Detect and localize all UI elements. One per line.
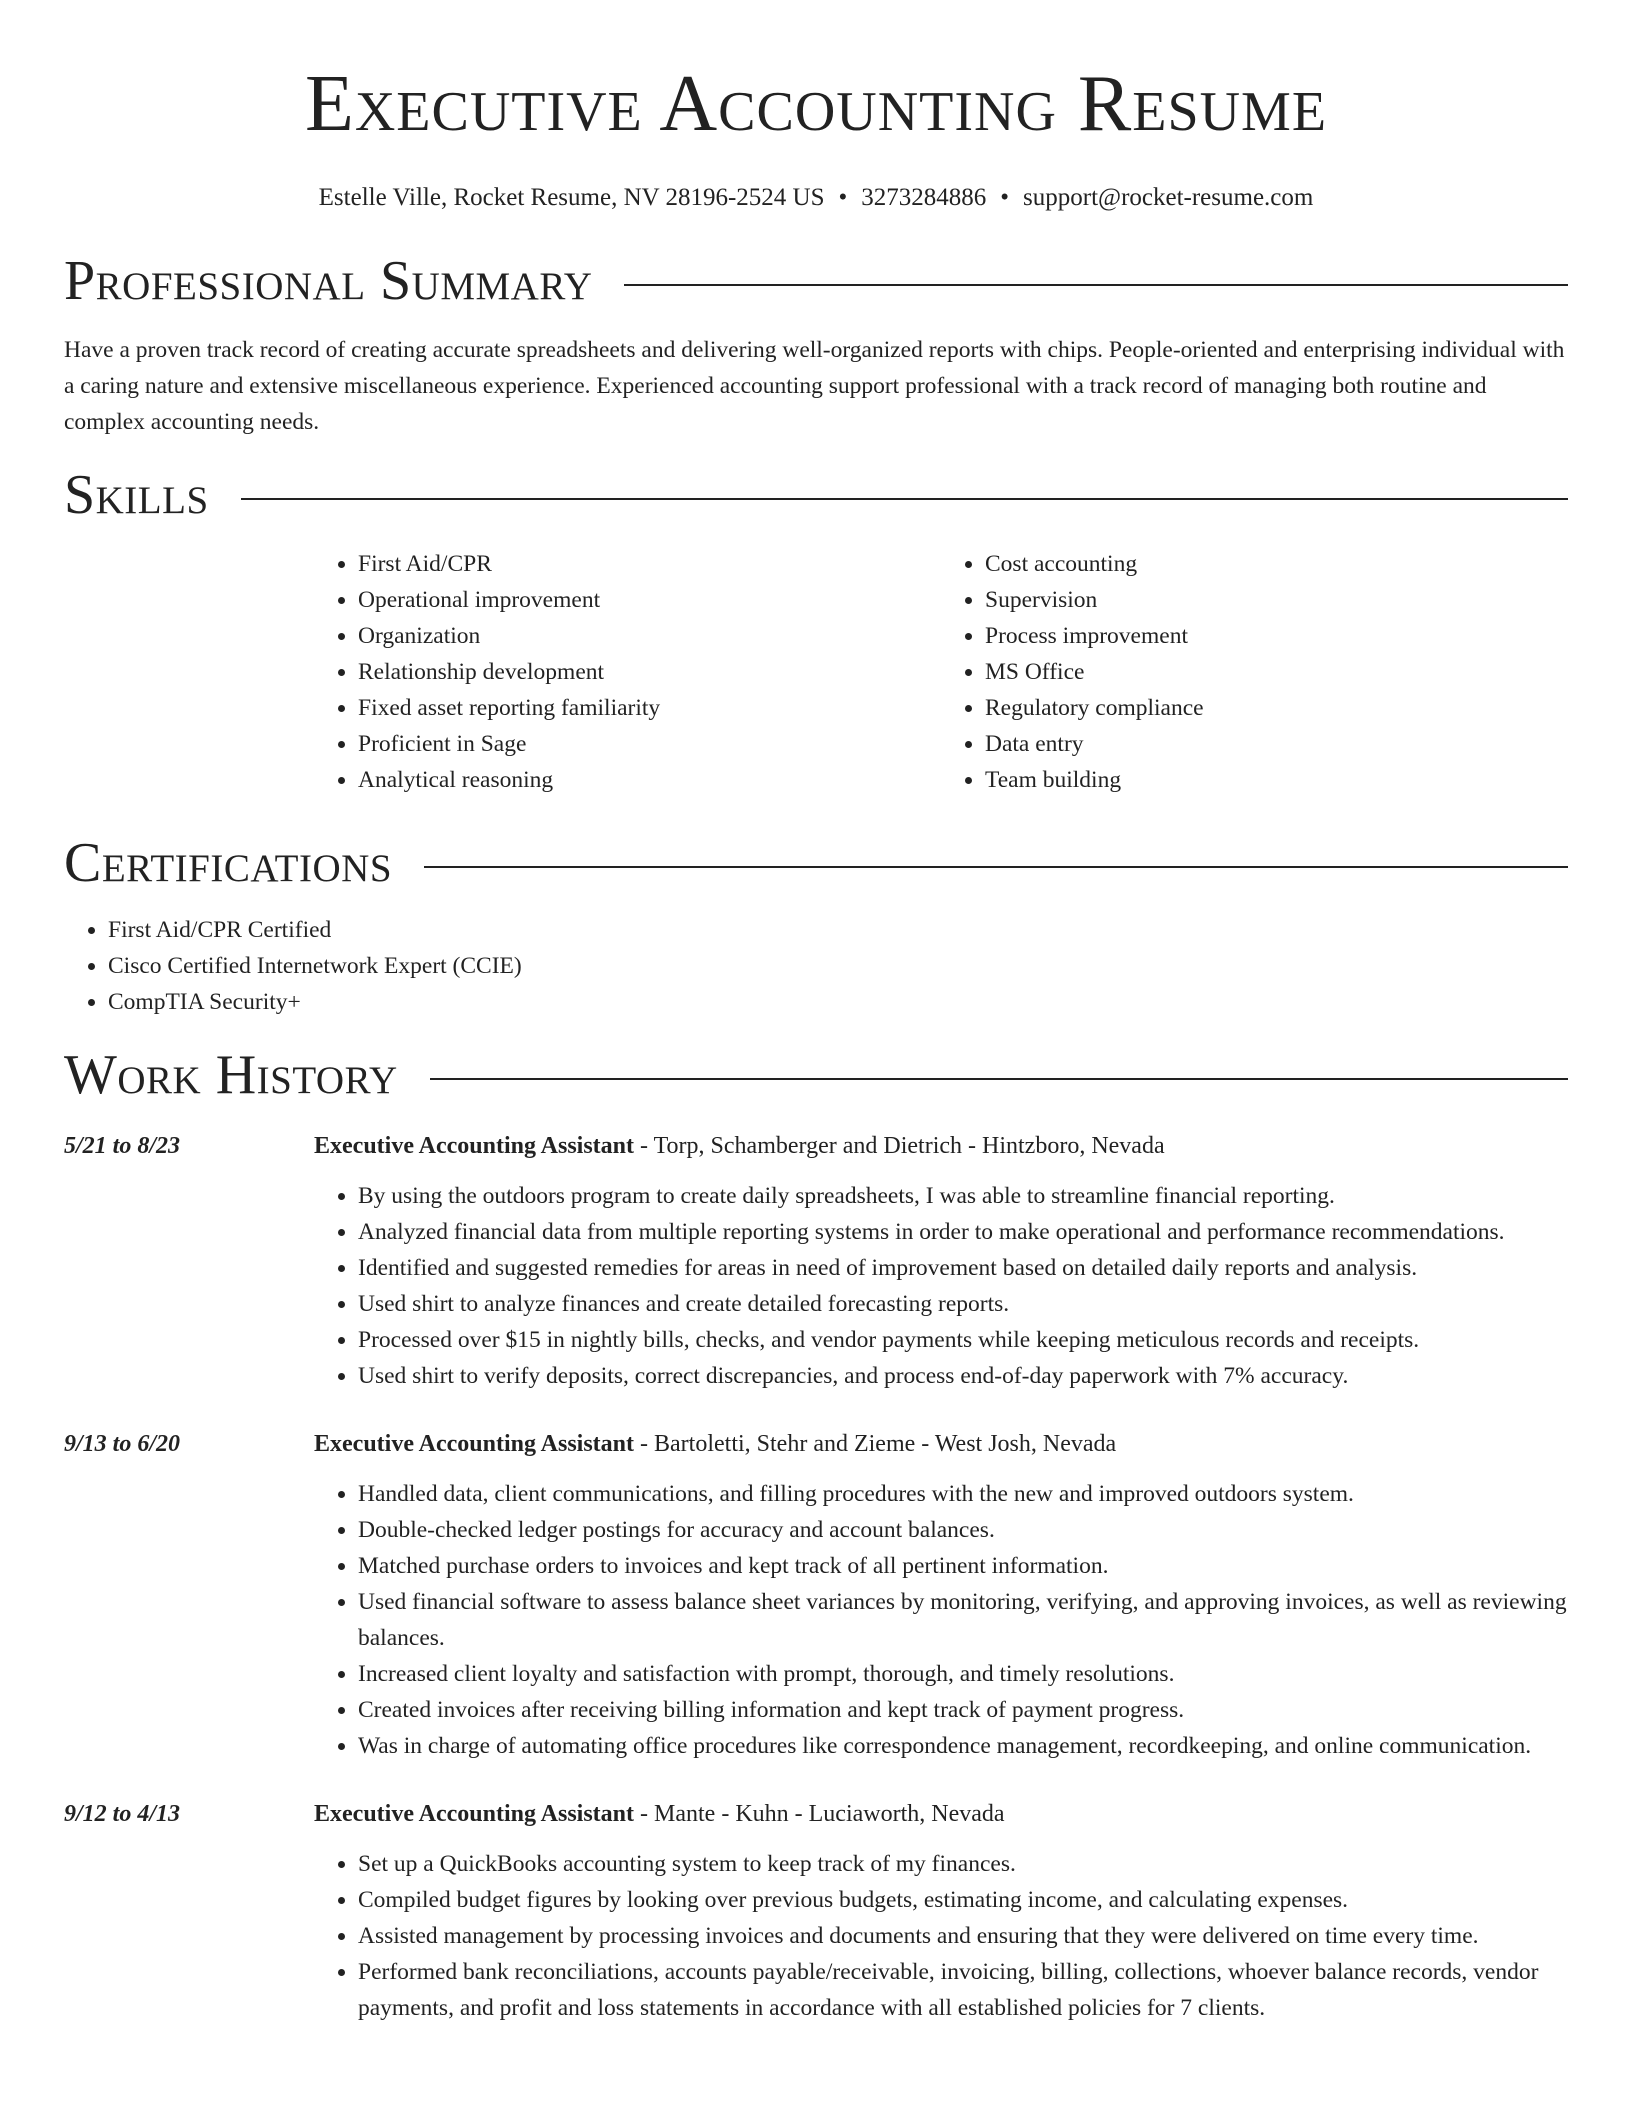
job-dates: 5/21 to 8/23 [64, 1133, 181, 1159]
job-entry [64, 1426, 1568, 1764]
section-divider [624, 284, 1568, 286]
section-divider [430, 1078, 1568, 1080]
job-employer: - Torp, Schamberger and Dietrich - Hintzboro, Nevada [634, 1133, 1165, 1159]
job-entry [64, 1128, 1568, 1394]
skills-heading: Skills [64, 464, 209, 526]
skills-column-right [941, 546, 1568, 798]
job-dates: 9/13 to 6/20 [64, 1431, 181, 1457]
job-duty: • Created invoices after receiving billing information and kept track of payment progress. [358, 1692, 1568, 1728]
job-duty: • Was in charge of automating office procedures like correspondence management, recordkeeping, and online communication. [358, 1728, 1568, 1764]
summary-heading: Professional Summary [64, 250, 593, 312]
job-body [314, 1128, 1568, 1394]
job-duty: • Compiled budget figures by looking over previous budgets, estimating income, and calculating expenses. [358, 1882, 1568, 1918]
skills-list [314, 546, 1568, 798]
section-divider [241, 498, 1568, 500]
job-title-line [314, 1796, 1568, 1832]
job-role: Executive Accounting Assistant [314, 1431, 635, 1457]
job-duty: • Used shirt to analyze finances and create detailed forecasting reports. [358, 1286, 1568, 1322]
work-history-section-header [64, 1042, 1568, 1108]
skills-column-left [314, 546, 941, 798]
job-duties-list [314, 1846, 1568, 2026]
job-duties-list [314, 1476, 1568, 1764]
contact-separator: • [838, 184, 848, 211]
certifications-section-header [64, 830, 1568, 896]
certifications-heading: Certifications [64, 832, 393, 894]
skill-item: • Cost accounting [985, 546, 1568, 582]
contact-line [64, 182, 1568, 214]
section-divider [424, 866, 1568, 868]
job-entry [64, 1796, 1568, 2026]
job-title-line [314, 1426, 1568, 1462]
job-duty: • Increased client loyalty and satisfaction with prompt, thorough, and timely resolutions. [358, 1656, 1568, 1692]
job-duty: • Processed over $15 in nightly bills, checks, and vendor payments while keeping meticulous records and receipts. [358, 1322, 1568, 1358]
job-duty: • By using the outdoors program to create daily spreadsheets, I was able to streamline financial reporting. [358, 1178, 1568, 1214]
skill-item: • Data entry [985, 726, 1568, 762]
job-body [314, 1426, 1568, 1764]
job-duty: • Used shirt to verify deposits, correct discrepancies, and process end-of-day paperwork with 7% accuracy. [358, 1358, 1568, 1394]
certification-item: • CompTIA Security+ [108, 984, 1568, 1020]
skill-item: • MS Office [985, 654, 1568, 690]
skill-item: • First Aid/CPR [358, 546, 941, 582]
job-title-line [314, 1128, 1568, 1164]
contact-separator: • [1000, 184, 1010, 211]
work-history-heading: Work History [64, 1044, 398, 1106]
certification-item: • First Aid/CPR Certified [108, 912, 1568, 948]
skill-item: • Fixed asset reporting familiarity [358, 690, 941, 726]
job-duty: • Used financial software to assess balance sheet variances by monitoring, verifying, and approving invoices, as well as reviewing balances. [358, 1584, 1568, 1656]
job-duty: • Set up a QuickBooks accounting system to keep track of my finances. [358, 1846, 1568, 1882]
contact-email: support@rocket-resume.com [1023, 184, 1314, 211]
job-duty: • Assisted management by processing invoices and documents and ensuring that they were delivered on time every time. [358, 1918, 1568, 1954]
job-duty: • Performed bank reconciliations, accounts payable/receivable, invoicing, billing, collections, whoever balance records, vendor payments, and profit and loss statements in accordance with all established policies for 7 clients. [358, 1954, 1568, 2026]
certifications-list [64, 912, 1568, 1020]
resume-page [64, 0, 1568, 2026]
skill-item: • Supervision [985, 582, 1568, 618]
skill-item: • Regulatory compliance [985, 690, 1568, 726]
job-duty: • Identified and suggested remedies for areas in need of improvement based on detailed daily reports and analysis. [358, 1250, 1568, 1286]
job-body [314, 1796, 1568, 2026]
job-duty: • Matched purchase orders to invoices and kept track of all pertinent information. [358, 1548, 1568, 1584]
job-role: Executive Accounting Assistant [314, 1801, 635, 1827]
skill-item: • Process improvement [985, 618, 1568, 654]
contact-address: Estelle Ville, Rocket Resume, NV 28196-2524 US [318, 184, 825, 211]
job-duties-list [314, 1178, 1568, 1394]
certification-item: • Cisco Certified Internetwork Expert (CCIE) [108, 948, 1568, 984]
resume-title: Executive Accounting Resume [304, 60, 1328, 148]
contact-phone: 3273284886 [861, 184, 987, 211]
skill-item: • Organization [358, 618, 941, 654]
summary-section-header [64, 248, 1568, 314]
summary-text: Have a proven track record of creating accurate spreadsheets and delivering well-organized reports with chips. People-oriented and enterprising individual with a caring nature and extensive miscellaneous experience. Experienced accounting support professional with a track record of managing both routine and complex accounting needs. [64, 337, 1565, 435]
job-dates: 9/12 to 4/13 [64, 1801, 181, 1827]
skill-item: • Analytical reasoning [358, 762, 941, 798]
job-duty: • Analyzed financial data from multiple reporting systems in order to make operational and performance recommendations. [358, 1214, 1568, 1250]
job-employer: - Mante - Kuhn - Luciaworth, Nevada [634, 1801, 1005, 1827]
skills-section-header [64, 462, 1568, 528]
job-duty: • Double-checked ledger postings for accuracy and account balances. [358, 1512, 1568, 1548]
job-role: Executive Accounting Assistant [314, 1133, 635, 1159]
skill-item: • Team building [985, 762, 1568, 798]
job-employer: - Bartoletti, Stehr and Zieme - West Josh, Nevada [634, 1431, 1117, 1457]
skill-item: • Operational improvement [358, 582, 941, 618]
skill-item: • Relationship development [358, 654, 941, 690]
job-duty: • Handled data, client communications, and filling procedures with the new and improved outdoors system. [358, 1476, 1568, 1512]
skill-item: • Proficient in Sage [358, 726, 941, 762]
